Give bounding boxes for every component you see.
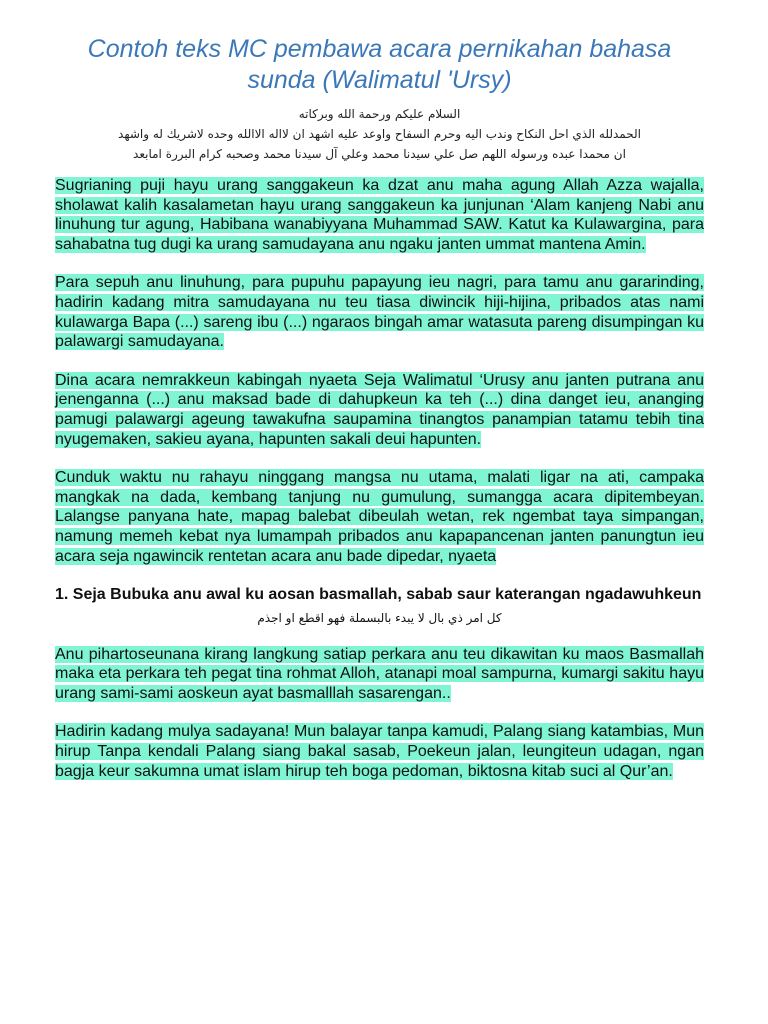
paragraph xyxy=(55,273,704,351)
paragraph xyxy=(55,468,704,566)
arabic-line: ان محمدا عبده ورسوله اللهم صل علي سيدنا محمد وعلي آل سيدنا محمد وصحبه كرام البررة امابعد xyxy=(133,147,626,161)
highlighted-text: Anu pihartoseunana kirang langkung satiap perkara anu teu dikawitan ku maos Basmallah maka eta perkara teh pegat tina rohmat Alloh, atanapi moal sampurna, kumargi sakitu hayu urang sami-sami aoskeun ayat basmalllah sasarengan.. xyxy=(55,645,704,702)
paragraph xyxy=(55,722,704,781)
paragraph xyxy=(55,371,704,449)
arabic-quote: كل امر ذي بال لا يبدء بالبسملة فهو اقطع او اجذم xyxy=(257,610,502,625)
highlighted-text: Para sepuh anu linuhung, para pupuhu papayung ieu nagri, para tamu anu gararinding, hadirin kadang mitra samudayana nu teu tiasa diwincik hiji-hijina, pribados atas nami kulawarga Bapa (...) sareng ibu (...) ngaraos bingah amar watasuta pareng disumpingan ku palawargi samudayana. xyxy=(55,274,704,351)
arabic-opening xyxy=(55,104,704,164)
document-title: Contoh teks MC pembawa acara pernikahan bahasa sunda (Walimatul 'Ursy) xyxy=(87,35,672,94)
arabic-line: الحمدلله الذي احل النكاح وندب اليه وحرم السفاح واوعد عليه اشهد ان لااله الاالله وحده لاشريك له واشهد xyxy=(118,127,641,141)
section-heading: 1. Seja Bubuka anu awal ku aosan basmallah, sabab saur katerangan ngadawuhkeun xyxy=(55,586,702,604)
highlighted-text: Hadirin kadang mulya sadayana! Mun balayar tanpa kamudi, Palang siang katambias, Mun hirup Tanpa kendali Palang siang bakal sasab, Poekeun jalan, leungiteun udagan, ngan bagja keur sakumna umat islam hirup teh boga pedoman, biktosna kitab suci al Qur’an. xyxy=(55,723,704,780)
paragraph xyxy=(55,176,704,254)
highlighted-text: Cunduk waktu nu rahayu ninggang mangsa nu utama, malati ligar na ati, campaka mangkak na dada, kembang tanjung nu gumulung, sumangga acara dipitembeyan. Lalangse panyana hate, mapag balebat dibeulah wetan, rek ngembat taya simpangan, namung memeh kebat nya lumampah pribados anu kapapancenan janten panungtun ieu acara seja ngawincik rentetan acara anu bade dipedar, nyaeta xyxy=(55,469,704,565)
arabic-line: السلام عليكم ورحمة الله وبركاته xyxy=(298,107,461,121)
highlighted-text: Sugrianing puji hayu urang sanggakeun ka dzat anu maha agung Allah Azza wajalla, sholawat kalih kasalametan hayu urang sanggakeun ka junjunan ‘Alam kanjeng Nabi anu linuhung tur agung, Habibana wanabiyyana Muhammad SAW. Katut ka Kulawargina, para sahabatna tug dugi ka urang samudayana anu ngaku janten ummat mantena Amin. xyxy=(55,177,704,253)
paragraph xyxy=(55,645,704,704)
highlighted-text: Dina acara nemrakkeun kabingah nyaeta Seja Walimatul ‘Urusy anu janten putrana anu jenenganna (...) anu maksad bade di dahupkeun ka teh (...) dina danget ieu, ananging pamugi palawargi ageung tawakufna saupamina tinangtos panampian tatamu tebih tina nyugemaken, sakieu ayana, hapunten sakali deui hapunten. xyxy=(55,371,704,448)
